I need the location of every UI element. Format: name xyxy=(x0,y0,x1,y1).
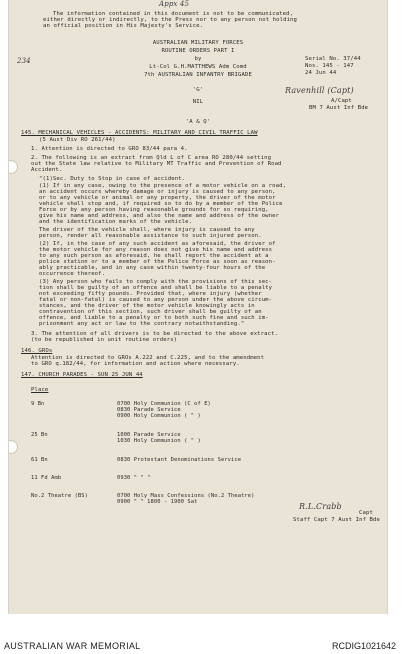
table-row-entry: 0700 Holy Mass Confessions (No.2 Theatre) xyxy=(117,493,255,499)
footer-institution: AUSTRALIAN WAR MEMORIAL xyxy=(4,641,141,651)
serial-number: Serial No. 37/44 xyxy=(305,56,361,62)
item-145-reference: (5 Aust Div RO 261/44) xyxy=(39,137,116,143)
table-row-entry: 0900 " " 1800 - 1900 Sat xyxy=(117,499,198,505)
table-row-place: 61 Bn xyxy=(31,457,48,463)
paragraph: to GRO q.182/44, for information and action where necessary. xyxy=(31,361,240,367)
quote-line: give his name and address, and also the name and address of the owner xyxy=(39,213,280,219)
commander-line: Lt-Col G.H.MATTHEWS Adm Comd xyxy=(149,64,247,70)
title-line: ROUTINE ORDERS PART I xyxy=(161,48,235,54)
quote-line: fatal or non-fatal) is caused to any person under the above circum- xyxy=(39,297,273,303)
quote-line: The driver of the vehicle shall, where injury is caused to any xyxy=(39,227,255,233)
table-row-entry: 0830 Protestant Denominations Service xyxy=(117,457,242,463)
quote-line: not exceeding fifty pounds. Provided that, where injury (whether xyxy=(39,291,262,297)
item-147-heading: 147. CHURCH PARADES - SUN 25 JUN 44 xyxy=(21,372,143,378)
order-date: 24 Jun 44 xyxy=(305,70,337,76)
closing-role: Staff Capt 7 Aust Inf Bde xyxy=(293,517,380,523)
paragraph: 3. The attention of all drivers is to be directed to the above extract. xyxy=(31,331,279,337)
quote-line: stances, and the driver of the motor vehicle knowingly acts in xyxy=(39,303,255,309)
quote-line: or to any vehicle or animal or any property, the driver of the motor xyxy=(39,195,276,201)
section-g: 'G' xyxy=(192,87,204,93)
quote-line: police station or to a member of the Police Force as soon as reason- xyxy=(39,259,276,265)
quote-line: ably practicable, and in any case within twenty-four hours of the xyxy=(39,265,266,271)
quote-line: to any such person as aforesaid, he shall report the accident at a xyxy=(39,253,269,259)
notice-line: either directly or indirectly, to the Press nor to any person not holding xyxy=(43,17,298,23)
table-row-entry: 0830 Parade Service xyxy=(117,407,181,413)
quote-line: an accident occurs whereby damage or injury is caused to any person, xyxy=(39,189,276,195)
quote-line: contravention of this section, such driver shall be guilty of an xyxy=(39,309,262,315)
quote-line: (3) Any person who fails to comply with the provisions of this sec- xyxy=(39,279,273,285)
by-line: by xyxy=(194,56,202,62)
notice-line: an official position in His Majesty's Service. xyxy=(43,23,204,29)
closing-rank: Capt xyxy=(359,510,373,516)
document-page xyxy=(9,0,387,614)
table-row-place: No.2 Theatre (BS) xyxy=(31,493,89,499)
quote-line: "(1)Sec. Duty to Stop in case of accident. xyxy=(39,176,186,182)
order-numbers: Nos. 145 - 147 xyxy=(305,63,354,69)
table-row-entry: 0930 " " " xyxy=(117,475,151,481)
table-row-entry: 1030 Holy Communion ( " ) xyxy=(117,438,201,444)
footer-record-id: RCDIG1021642 xyxy=(331,641,396,651)
table-row-entry: 0700 Holy Communion (C of E) xyxy=(117,401,211,407)
quote-line: (1) If in any case, owing to the presence of a motor vehicle on a road, xyxy=(39,183,287,189)
table-row-place: 11 Fd Amb xyxy=(31,475,62,481)
notice-line: The information contained in this document is not to be communicated, xyxy=(53,11,294,17)
quote-line: the motor vehicle for any reason does not give his name and address xyxy=(39,247,273,253)
quote-line: offence, and liable to a penalty or to both such fine and such im- xyxy=(39,315,269,321)
punch-hole xyxy=(9,440,18,454)
appendix-annotation: Appx 45 xyxy=(159,0,190,8)
punch-hole xyxy=(9,160,18,174)
quote-line: person, render all reasonable assistance to such injured person. xyxy=(39,233,262,239)
paragraph: (to be republished in unit routine orders) xyxy=(31,337,178,343)
section-aq: 'A & Q' xyxy=(185,119,211,125)
table-row-entry: 0900 Holy Communion ( " ) xyxy=(117,413,201,419)
paragraph: 1. Attention is directed to GRO 83/44 para 4. xyxy=(31,146,188,152)
paragraph: Accident. xyxy=(31,167,63,173)
item-146-heading: 146. GROs xyxy=(21,348,53,354)
signature: Ravenhill (Capt) xyxy=(285,86,354,95)
margin-annotation: 234 xyxy=(17,57,31,65)
quote-line: and the identification marks of the vehicle. xyxy=(39,219,193,225)
signatory-rank: A/Capt xyxy=(331,98,352,104)
place-column-heading: Place xyxy=(31,387,49,393)
quote-line: vehicle shall stop and, if required so to do by a member of the Police xyxy=(39,201,283,207)
table-row-place: 9 Bn xyxy=(31,401,45,407)
paragraph: out the State law relative to Military MT Traffic and Prevention of Road xyxy=(31,161,282,167)
paragraph: Attention is directed to GROs A.222 and C.225, and to the amendment xyxy=(31,355,265,361)
quote-line: (2) If, in the case of any such accident as aforesaid, the driver of xyxy=(39,241,276,247)
closing-signature: R.L.Crabb xyxy=(299,502,342,511)
quote-line: prisonment any act or law to the contrary notwithstanding." xyxy=(39,321,245,327)
nil-line: NIL xyxy=(192,99,204,105)
quote-line: tion shall be guilty of an offence and shall be liable to a penalty xyxy=(39,285,273,291)
paragraph: 2. The following is an extract from Qld L of C area RO 280/44 setting xyxy=(31,155,272,161)
table-row-place: 25 Bn xyxy=(31,432,48,438)
table-row-entry: 1000 Parade Service xyxy=(117,432,181,438)
quote-line: occurrence thereof. xyxy=(39,271,106,277)
brigade-line: 7th AUSTRALIAN INFANTRY BRIGADE xyxy=(144,72,252,78)
title-line: AUSTRALIAN MILITARY FORCES xyxy=(152,40,244,46)
signatory-unit: BM 7 Aust Inf Bde xyxy=(309,105,369,111)
quote-line: Force or by any person having reasonable grounds for so requiring, xyxy=(39,207,269,213)
item-145-heading: 145. MECHANICAL VEHICLES - ACCIDENTS: MILITARY AND CIVIL TRAFFIC LAW xyxy=(21,130,258,136)
archive-footer xyxy=(0,614,402,654)
